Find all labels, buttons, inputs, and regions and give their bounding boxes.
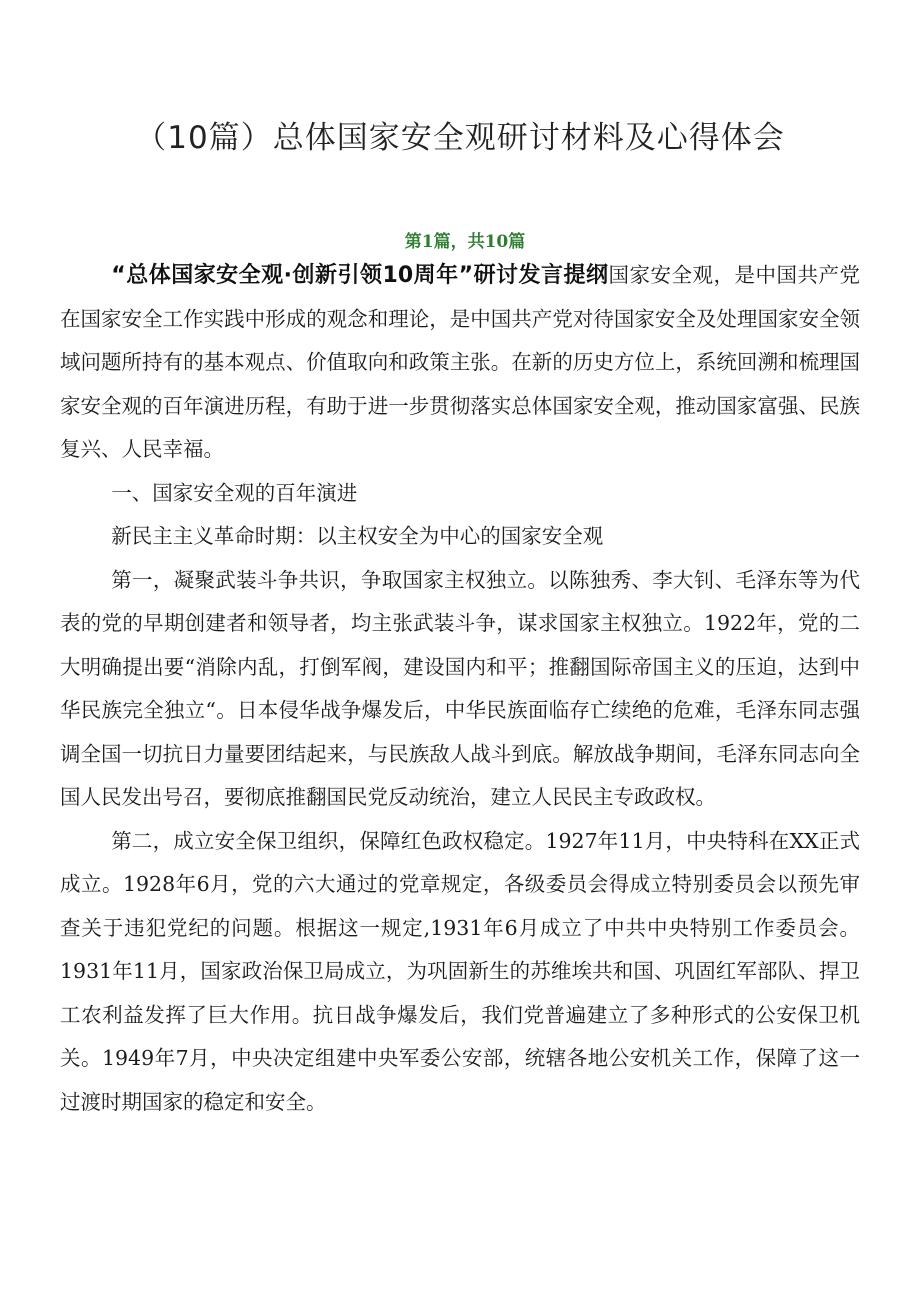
lead-paragraph: [60, 254, 860, 472]
body-paragraph-1: 第一，凝聚武装斗争共识，争取国家主权独立。以陈独秀、李大钊、毛泽东等为代表的党的早期创建者和领导者，均主张武装斗争，谋求国家主权独立。1922年，党的二大明确提出要“消除内乱，打倒军阀，建设国内和平；推翻国际帝国主义的压迫，达到中华民族完全独立“。日本侵华战争爆发后，中华民族面临存亡续绝的危难，毛泽东同志强调全国一切抗日力量要团结起来，与民族敌人战斗到底。解放战争期间，毛泽东同志向全国人民发出号召，要彻底推翻国民党反动统治，建立人民民主专政政权。: [60, 567, 860, 809]
document-body: [60, 254, 860, 1124]
section-heading: 一、国家安全观的百年演进: [111, 480, 358, 505]
lead-paragraph-text: 国家安全观，是中国共产党在国家安全工作实践中形成的观念和理论，是中国共产党对待国家安全及处理国家安全领域问题所持有的基本观点、价值取向和政策主张。在新的历史方位上，系统回溯和梳理国家安全观的百年演进历程，有助于进一步贯彻落实总体国家安全观，推动国家富强、民族复兴、人民幸福。: [60, 263, 860, 461]
body-paragraph-2: 第二，成立安全保卫组织，保障红色政权稳定。1927年11月，中央特科在XX正式成立。1928年6月，党的六大通过的党章规定，各级委员会得成立特别委员会以预先审查关于违犯党纪的问题。根据这一规定,1931年6月成立了中共中央特别工作委员会。1931年11月，国家政治保卫局成立，为巩固新生的苏维埃共和国、巩固红军部队、捍卫工农利益发挥了巨大作用。抗日战争爆发后，我们党普遍建立了多种形式的公安保卫机关。1949年7月，中央决定组建中央军委公安部，统辖各地公安机关工作，保障了这一过渡时期国家的稳定和安全。: [60, 828, 860, 1114]
period-heading: 新民主主义革命时期：以主权安全为中心的国家安全观: [111, 524, 604, 548]
part-label: 第1篇，共10篇: [404, 232, 526, 252]
speech-subtitle: “总体国家安全观·创新引领10周年”研讨发言提纲: [111, 263, 609, 288]
document-title: （10篇）总体国家安全观研讨材料及心得体会: [135, 120, 785, 156]
